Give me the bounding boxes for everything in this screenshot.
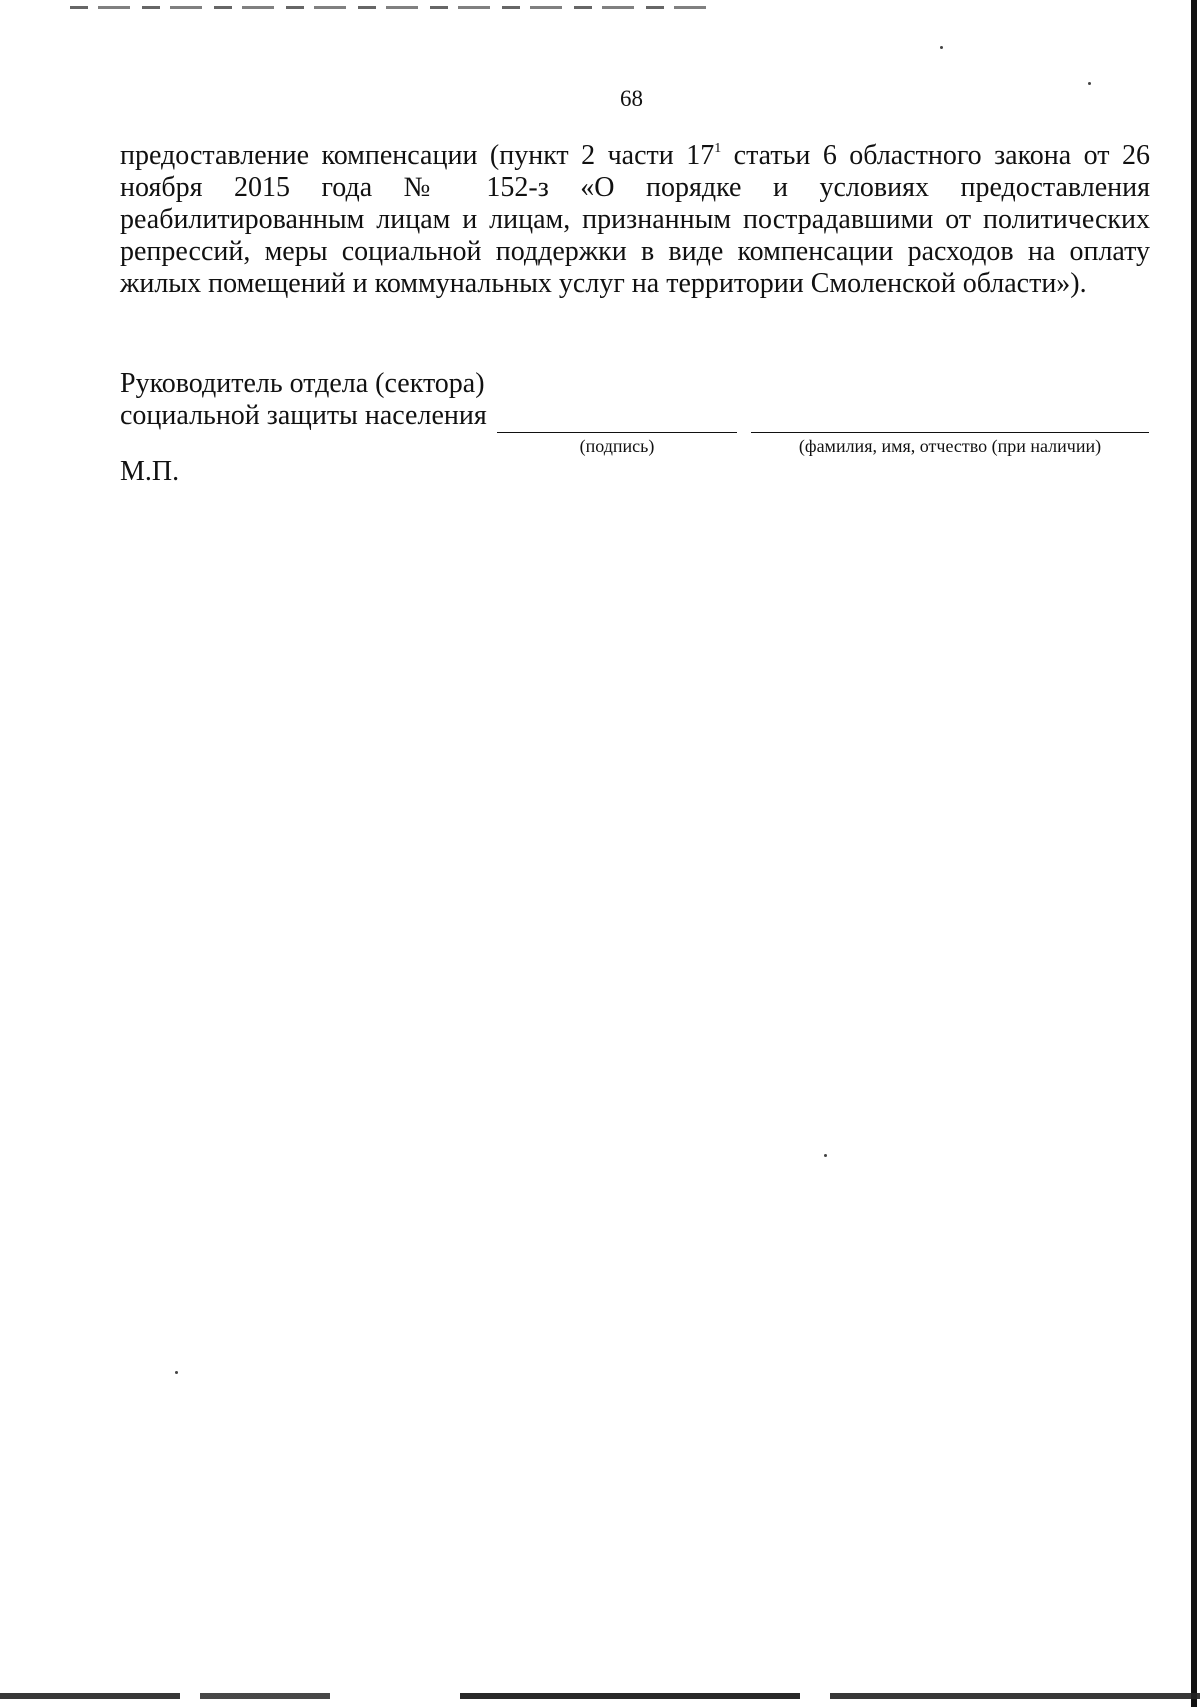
scan-speck [1088,82,1091,85]
article-superscript: 1 [714,141,722,156]
scan-speck [940,46,943,49]
scan-edge-right [1191,0,1197,1707]
position-line-2: социальной защиты населения [120,400,487,431]
body-text-start: предоставление компенсации (пункт 2 части 17 [120,140,715,171]
scan-edge-top [70,6,710,9]
scan-edge-bottom [0,1693,1200,1699]
body-text-end: статьи 6 областного закона от 26 ноября 2015 года № 152-з «О порядке и условиях предоставления реабилитированным лицам и лицам, признанным пострадавшими от политических репрессий, меры социальной поддержки в виде компенсации расходов на оплату жилых помещений и коммунальных услуг на территории Смоленской области»). [120,140,1150,299]
name-line [751,432,1149,433]
signature-caption: (подпись) [579,436,655,456]
position-line-1: Руководитель отдела (сектора) [120,368,485,399]
scan-speck [175,1371,178,1374]
page-number: 68 [620,86,643,111]
signature-block [120,368,1160,432]
stamp-label: М.П. [120,456,180,487]
signature-line [497,432,737,433]
name-caption: (фамилия, имя, отчество (при наличии) [798,436,1102,456]
scan-speck [824,1154,827,1157]
body-paragraph [120,140,1150,300]
